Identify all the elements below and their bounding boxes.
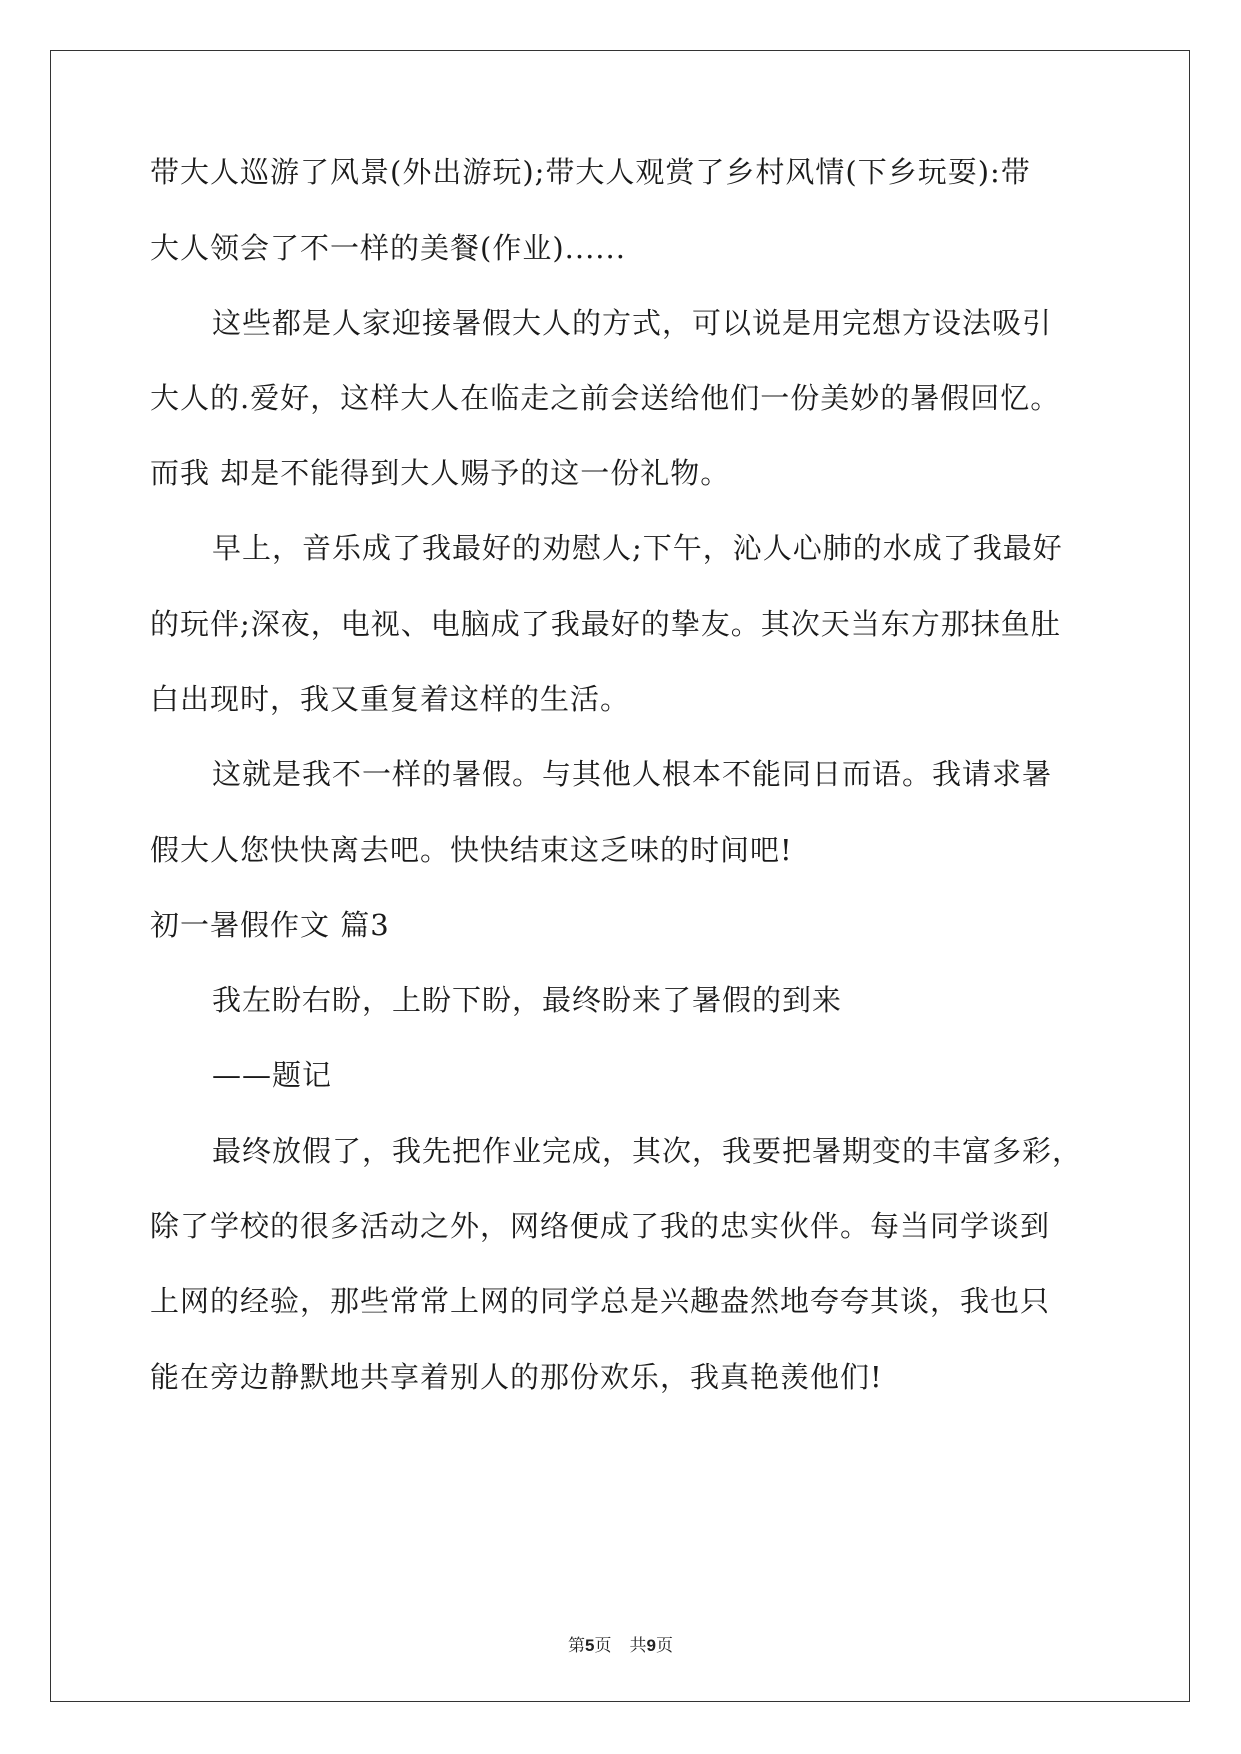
total-prefix: 共 xyxy=(629,1636,647,1656)
text-line: 假大人您快快离去吧。快快结束这乏味的时间吧! xyxy=(150,833,793,867)
text-line: ——题记 xyxy=(212,1058,333,1092)
text-line: 大人领会了不一样的美餐(作业)...... xyxy=(150,231,626,265)
text-line: 白出现时，我又重复着这样的生活。 xyxy=(150,682,631,716)
page-prefix: 第 xyxy=(568,1636,586,1656)
text-line: 能在旁边静默地共享着别人的那份欢乐，我真艳羡他们! xyxy=(150,1360,883,1394)
page-footer xyxy=(0,1634,1241,1658)
text-line: 早上，音乐成了我最好的劝慰人;下午，沁人心肺的水成了我最好 xyxy=(212,531,1063,565)
text-line: 带大人巡游了风景(外出游玩);带大人观赏了乡村风情(下乡玩耍):带 xyxy=(150,155,1031,189)
text-line: 这些都是人家迎接暑假大人的方式，可以说是用完想方设法吸引 xyxy=(212,306,1053,340)
page-border xyxy=(50,50,1190,1702)
text-line: 的玩伴;深夜，电视、电脑成了我最好的挚友。其次天当东方那抹鱼肚 xyxy=(150,607,1061,641)
page-number: 5 xyxy=(585,1636,595,1655)
total-pages: 9 xyxy=(646,1636,656,1655)
text-line: 上网的经验，那些常常上网的同学总是兴趣盎然地夸夸其谈，我也只 xyxy=(150,1284,1051,1318)
text-line: 而我 却是不能得到大人赐予的这一份礼物。 xyxy=(150,456,731,490)
text-line: 除了学校的很多活动之外，网络便成了我的忠实伙伴。每当同学谈到 xyxy=(150,1209,1051,1243)
total-suffix: 页 xyxy=(655,1636,673,1656)
text-line: 这就是我不一样的暑假。与其他人根本不能同日而语。我请求暑 xyxy=(212,757,1053,791)
page-suffix: 页 xyxy=(594,1636,612,1656)
text-line: 我左盼右盼，上盼下盼，最终盼来了暑假的到来 xyxy=(212,983,843,1017)
section-heading: 初一暑假作文 篇3 xyxy=(150,908,390,942)
text-line: 最终放假了，我先把作业完成，其次，我要把暑期变的丰富多彩， xyxy=(212,1134,1083,1168)
text-line: 大人的.爱好，这样大人在临走之前会送给他们一份美妙的暑假回忆。 xyxy=(150,381,1061,415)
